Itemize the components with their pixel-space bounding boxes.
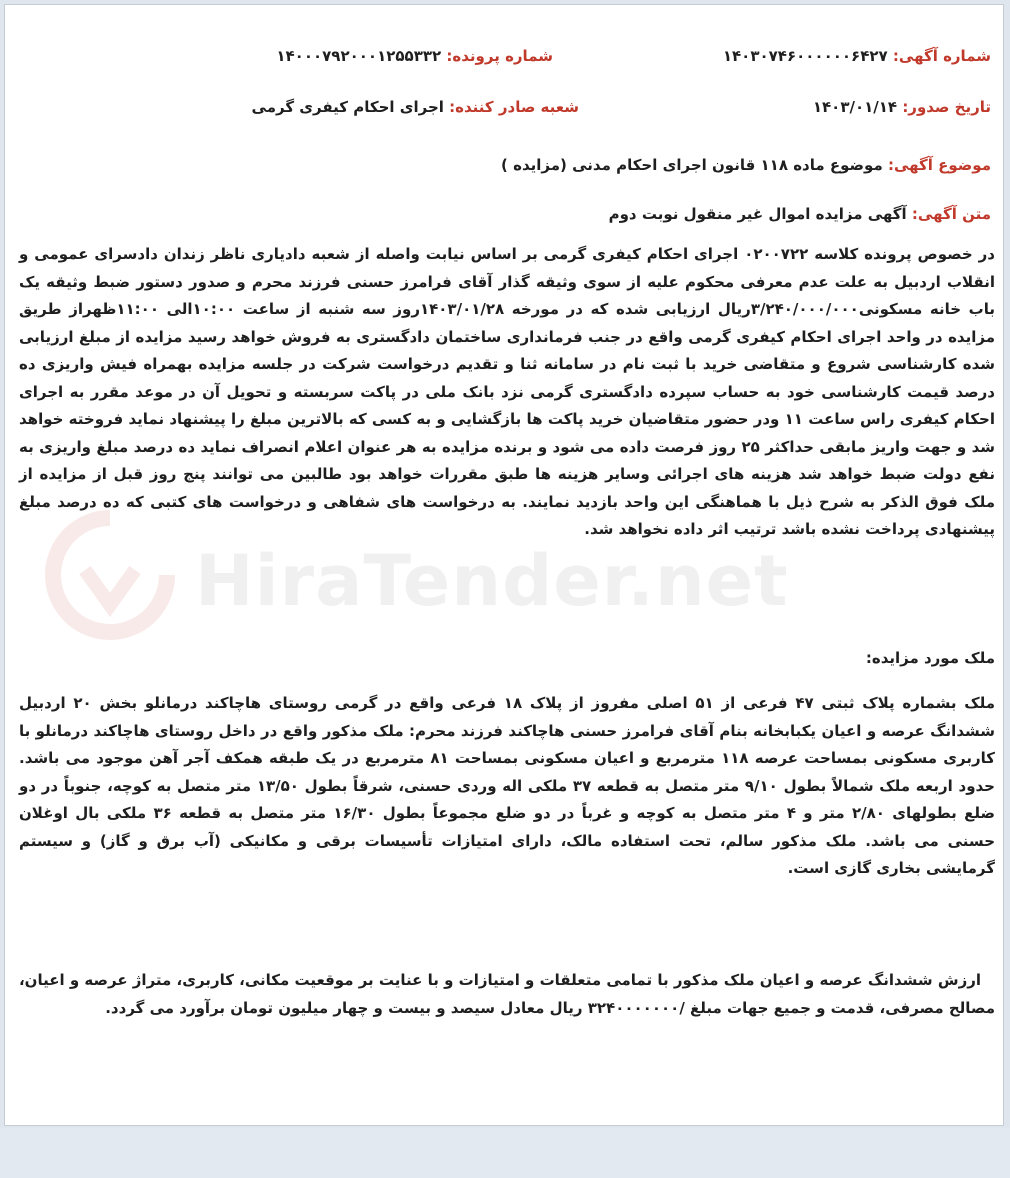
subject-value: موضوع ماده ۱۱۸ قانون اجرای احکام مدنی (مزایده ) (501, 156, 883, 174)
issue-date: ۱۴۰۳/۰۱/۱۴ (812, 98, 898, 116)
notice-text-row (609, 205, 991, 223)
case-number-label: شماره پرونده: (446, 47, 553, 65)
valuation-paragraph: ارزش ششدانگ عرصه و اعیان ملک مذکور با تمامی متعلقات و امتیازات و با عنایت بر موقعیت مکانی، کاربری، متراژ عرصه و اعیان، مصالح مصرفی، قدمت و جمیع جهات مبلغ /۳۲۴۰۰۰۰۰۰۰ ریال معادل سیصد و بیست و چهار میلیون تومان برآورد می گردد. (18, 971, 995, 1017)
branch-row (252, 98, 579, 116)
notice-text-title: آگهی مزایده اموال غیر منقول نوبت دوم (608, 205, 907, 223)
issue-date-row (813, 98, 991, 116)
notice-frame (4, 4, 1004, 1126)
subject-label: موضوع آگهی: (887, 156, 991, 174)
branch-value: اجرای احکام کیفری گرمی (251, 98, 444, 116)
notice-number-label: شماره آگهی: (892, 47, 991, 65)
bottom-bar (0, 1128, 1010, 1178)
case-number: ۱۴۰۰۰۷۹۲۰۰۰۱۲۵۵۳۳۲ (276, 47, 442, 65)
property-paragraph: ملک بشماره پلاک ثبتی ۴۷ فرعی از ۵۱ اصلی مفروز از پلاک ۱۸ فرعی واقع در گرمی روستای هاچاکند درمانلو بخش ۲۰ اردبیل ششدانگ عرصه و اعیان یکبابخانه بنام آقای فرامرز حسنی هاچاکند فرزند محرم: ملک مذکور واقع در داخل روستای هاچاکند درمانلو با کاربری مسکونی بمساحت عرصه ۱۱۸ مترمربع و اعیان مسکونی بمساحت ۸۱ مترمربع در یک طبقه همکف آجر آهن موجود می باشد. حدود اربعه ملک شمالاً بطول ۹/۱۰ متر متصل به قطعه ۳۷ ملکی اله وردی حسنی، شرقاً بطول ۱۳/۵۰ متر متصل به کوچه، جنوباً در دو ضلع بطولهای ۲/۸۰ متر و ۴ متر متصل به کوچه و غرباً در دو ضلع مجموعاً بطول ۱۶/۳۰ متر متصل به قطعه ۳۶ ملکی بال اوغلان حسنی می باشد. ملک مذکور سالم، تحت استفاده مالک، دارای امتیازات تأسیسات برقی و مکانیکی (آب برق و گاز) و سیستم گرمایشی بخاری گازی است. (19, 694, 996, 877)
notice-number: ۱۴۰۳۰۷۴۶۰۰۰۰۰۰۶۴۲۷ (722, 47, 888, 65)
watermark-text: HiraTender.net (195, 540, 789, 622)
notice-text-label: متن آگهی: (911, 205, 991, 223)
subject-row (501, 156, 991, 174)
auction-paragraph: در خصوص پرونده کلاسه ۰۲۰۰۷۲۲ اجرای احکام کیفری گرمی بر اساس نیابت واصله از شعبه دادیاری ناظر زندان دادسرای عمومی و انقلاب اردبیل به علت عدم معرفی محکوم علیه از سوی وثیقه گذار آقای فرامرز حسنی فرزند محرم و صدور دستور ضبط وثیقه یک باب خانه مسکونی۳/۲۴۰/۰۰۰/۰۰۰ریال ارزیابی شده که در مورخه ۱۴۰۳/۰۱/۲۸روز سه شنبه از ساعت ۱۰:۰۰الی ۱۱:۰۰ظهراز طریق مزایده در واحد اجرای احکام کیفری گرمی واقع در جنب فرمانداری ساختمان دادگستری به فروش خواهد رسید مزایده از مبلغ ارزیابی شده کارشناسی شروع و متقاضی خرید با ثبت نام در سامانه ثنا و تقدیم درخواست شرکت در جلسه مزایده بهمراه فیش واریزی ده درصد قیمت کارشناسی خود به حساب سپرده دادگستری گرمی نزد بانک ملی در پاکت سربسته و تحویل آن در موعد مقرر به اجرای احکام کیفری راس ساعت ۱۱ ودر حضور متقاضیان خرید پاکت ها بازگشایی و به کسی که بالاترین مبلغ را پیشنهاد نماید فروخته خواهد شد و جهت واریز مابقی حداکثر ۲۵ روز فرصت داده می شود و برنده مزایده به هر عنوان اعلام انصراف نماید ده درصد مبلغ واریزی به نفع دولت ضبط خواهد شد هزینه های اجرائی وسایر هزینه ها طبق مقررات خواهد بود طالبین می توانند پنج روز قبل از مزایده از ملک فوق الذکر به شرح ذیل با هماهنگی این واحد بازدید نمایند. به درخواست های شفاهی و درخواست های کتبی که ده درصد مبلغ پیشنهادی پرداخت نشده باشد ترتیب اثر داده نخواهد شد. (19, 245, 996, 538)
branch-label: شعبه صادر کننده: (449, 98, 579, 116)
case-number-row (276, 47, 553, 65)
property-heading: ملک مورد مزایده: (865, 649, 995, 667)
issue-date-label: تاریخ صدور: (902, 98, 991, 116)
notice-number-row (723, 47, 991, 65)
